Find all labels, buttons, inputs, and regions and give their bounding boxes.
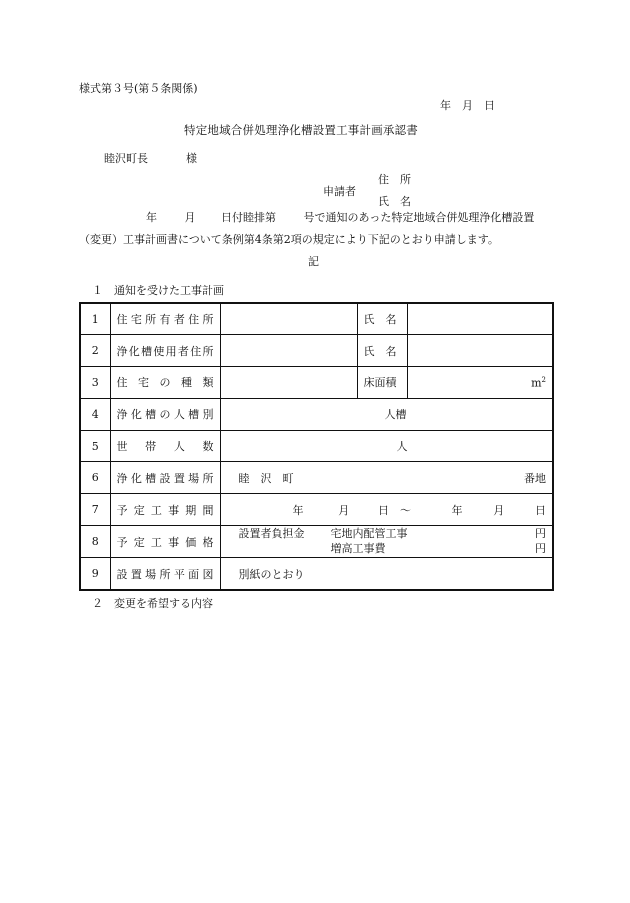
row-label: 浄化槽の人槽別	[110, 398, 220, 430]
row-number: 7	[80, 494, 110, 526]
ki-label: 記	[308, 255, 319, 268]
town-name: 睦 沢 町	[238, 471, 294, 485]
body-date-ref: 日付睦排第	[221, 211, 276, 224]
owner-address-cell[interactable]	[220, 303, 357, 335]
cost-item-2: 増高工事費	[330, 541, 386, 555]
row-label: 予定工事期間	[110, 494, 220, 526]
construction-period	[227, 502, 547, 518]
yen-1: 円	[535, 527, 546, 541]
start-day: 日 ～	[377, 503, 411, 517]
applicant-name-label: 氏 名	[378, 195, 411, 208]
construction-cost-cell[interactable]	[220, 526, 553, 558]
row-sub-label: 氏 名	[357, 303, 407, 335]
body-notice-text: 号で通知のあった特定地域合併処理浄化槽設置	[303, 211, 535, 224]
row-label: 住宅所有者住所	[110, 303, 220, 335]
banchi-label: 番地	[524, 471, 546, 485]
tank-capacity-unit: 人槽	[384, 408, 407, 422]
table-row	[80, 462, 553, 494]
end-month: 月	[493, 503, 505, 517]
tank-capacity-cell[interactable]	[220, 398, 553, 430]
row-label: 予定工事価格	[110, 526, 220, 558]
install-location	[227, 470, 547, 486]
row-label: 世帯人数	[110, 430, 220, 462]
site-plan-cell[interactable]	[220, 558, 553, 590]
row-number: 4	[80, 398, 110, 430]
row-label: 浄化槽設置場所	[110, 462, 220, 494]
row-label: 住宅の種類	[110, 367, 220, 399]
body-line-1	[118, 212, 534, 223]
plan-table	[79, 302, 554, 591]
date-line: 年 月 日	[440, 99, 495, 112]
unit-m: m	[531, 376, 542, 390]
section-2-heading: ２ 変更を希望する内容	[92, 597, 213, 610]
row-label: 設置場所平面図	[110, 558, 220, 590]
install-location-cell[interactable]	[220, 462, 553, 494]
burden-label: 設置者負担金	[238, 527, 305, 541]
start-month: 月	[338, 503, 350, 517]
floor-area-cell[interactable]	[407, 367, 553, 399]
row-number: 2	[80, 335, 110, 367]
applicant-address-label: 住 所	[378, 173, 411, 186]
user-name-cell[interactable]	[407, 335, 553, 367]
document-title: 特定地域合併処理浄化槽設置工事計画承認書	[184, 123, 418, 137]
row-number: 3	[80, 367, 110, 399]
row-number: 6	[80, 462, 110, 494]
table-row	[80, 367, 553, 399]
applicant-label: 申請者	[323, 185, 356, 198]
cost-item-1: 宅地内配管工事	[330, 527, 408, 541]
row-number: 8	[80, 526, 110, 558]
form-number: 様式第３号(第５条関係)	[79, 82, 198, 95]
table-row	[80, 430, 553, 462]
section-1-heading: １ 通知を受けた工事計画	[92, 284, 224, 297]
owner-name-cell[interactable]	[407, 303, 553, 335]
addressee-name: 睦沢町長	[104, 152, 148, 165]
body-line-2: （変更）工事計画書について条例第4条第2項の規定により下記のとおり申請します。	[79, 233, 499, 246]
household-unit: 人	[396, 440, 408, 454]
row-label: 浄化槽使用者住所	[110, 335, 220, 367]
start-year: 年	[292, 503, 304, 517]
row-number: 5	[80, 430, 110, 462]
addressee	[104, 153, 197, 164]
yen-2: 円	[535, 541, 546, 555]
user-address-cell[interactable]	[220, 335, 357, 367]
table-row	[80, 398, 553, 430]
table-row	[80, 494, 553, 526]
site-plan-value: 別紙のとおり	[238, 567, 305, 581]
cost-breakdown	[227, 528, 547, 555]
house-type-cell[interactable]	[220, 367, 357, 399]
end-day: 日	[534, 503, 546, 517]
honorific: 様	[186, 152, 197, 165]
row-sub-label: 床面積	[357, 367, 407, 399]
table-row	[80, 335, 553, 367]
unit-sup: 2	[541, 375, 546, 384]
table-row	[80, 303, 553, 335]
body-year: 年	[146, 211, 157, 224]
table-row	[80, 526, 553, 558]
row-number: 9	[80, 558, 110, 590]
table-row	[80, 558, 553, 590]
row-sub-label: 氏 名	[357, 335, 407, 367]
row-number: 1	[80, 303, 110, 335]
end-year: 年	[451, 503, 463, 517]
construction-period-cell[interactable]	[220, 494, 553, 526]
body-month: 月	[184, 211, 196, 224]
household-count-cell[interactable]	[220, 430, 553, 462]
